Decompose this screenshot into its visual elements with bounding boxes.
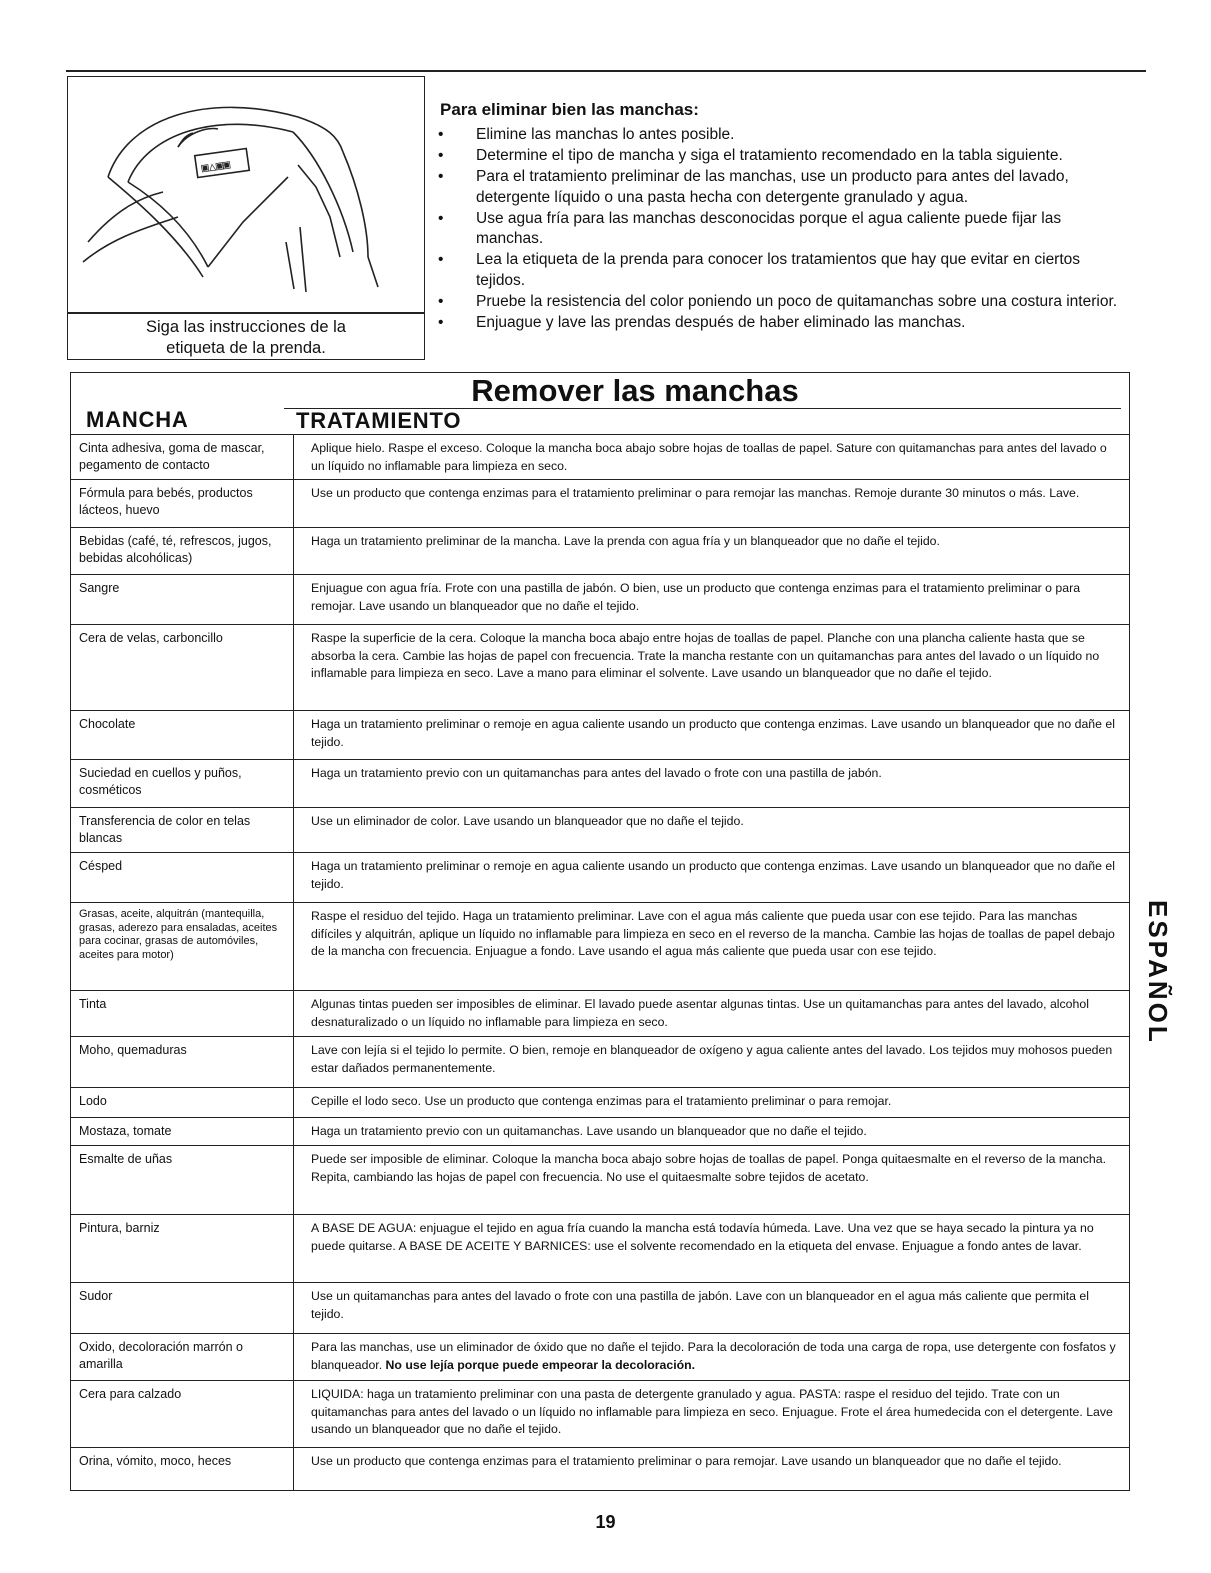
treatment-cell: Aplique hielo. Raspe el exceso. Coloque la mancha boca abajo sobre hojas de toallas de papel. Sature con quitamanchas para antes del lavado o un líquido no inflamable para limpieza en seco. [311,441,1107,473]
stain-cell: Cinta adhesiva, goma de mascar, pegamento de contacto [71,435,294,479]
caption-line-1: Siga las instrucciones de la [146,318,346,336]
table-row [71,1118,1129,1146]
list-item [430,209,1130,250]
table-row [71,760,1129,808]
stain-cell: Moho, quemaduras [71,1037,294,1087]
list-item [430,250,1130,291]
stain-cell: Fórmula para bebés, productos lácteos, huevo [71,480,294,527]
table-row [71,991,1129,1037]
treatment-cell [294,1334,1129,1380]
table-row [71,1283,1129,1334]
caption-divider [68,312,424,314]
bullet-icon: • [438,147,444,164]
stain-cell: Transferencia de color en telas blancas [71,808,294,852]
treatment-cell: Algunas tintas pueden ser imposibles de eliminar. El lavado puede asentar algunas tintas. Use un quitamanchas para antes del lavado, alcohol desnaturalizado o un líquido no inflamable para limpieza en seco. [311,997,1089,1029]
list-item [430,125,1130,146]
treatment-cell: Use un producto que contenga enzimas para el tratamiento preliminar o para remojar. Lave usando un blanqueador que no dañe el tejido. [311,1454,1062,1468]
list-item [430,292,1130,313]
table-row [71,1215,1129,1283]
table-row [71,1334,1129,1381]
stain-cell: Sudor [71,1283,294,1333]
list-item [430,167,1130,208]
caption-line-2: etiqueta de la prenda. [166,339,326,357]
bullet-icon: • [438,168,444,185]
tip-text: Pruebe la resistencia del color poniendo un poco de quitamanchas sobre una costura interior. [476,292,1118,310]
bullet-icon: • [438,313,444,331]
stain-cell: Grasas, aceite, alquitrán (mantequilla, grasas, aderezo para ensaladas, aceites para cocinar, grasas de automóviles, aceites para motor) [71,903,294,990]
treatment-cell: Haga un tratamiento preliminar o remoje en agua caliente usando un producto que contenga enzimas. Lave usando un blanqueador que no dañe el tejido. [311,717,1115,749]
treatment-text: Para las manchas, use un eliminador de óxido que no dañe el tejido. Para la decoloración de toda una carga de ropa, use detergente con fosfatos y blanqueador. [311,1340,1116,1372]
stain-removal-table [70,372,1130,1491]
stain-cell: Césped [71,853,294,902]
treatment-cell: Lave con lejía si el tejido lo permite. O bien, remoje en blanqueador de oxígeno y agua caliente antes del lavado. Los tejidos muy mohosos pueden estar dañados permanentemente. [311,1043,1113,1075]
table-row [71,435,1129,480]
table-row [71,1448,1129,1490]
svg-text:▣△▣▣: ▣△▣▣ [200,156,232,175]
table-row [71,711,1129,760]
column-header-stain: MANCHA [86,407,189,432]
treatment-cell: LIQUIDA: haga un tratamiento preliminar con una pasta de detergente granulado y agua. PASTA: raspe el residuo del tejido. Trate con un quitamanchas para antes del lavado o un líquido no inflamable para limpieza en seco. Enjuague. Frote el área humedecida con el detergente. Lave usando un blanqueador que no dañe el tejido. [311,1387,1113,1436]
shirt-illustration-box [67,76,425,360]
treatment-cell: Haga un tratamiento preliminar o remoje en agua caliente usando un producto que contenga enzimas. Lave usando un blanqueador que no dañe el tejido. [311,859,1115,891]
treatment-cell: Raspe el residuo del tejido. Haga un tratamiento preliminar. Lave con el agua más caliente que pueda usar con ese tejido. Para las manchas difíciles y alquitrán, aplique un líquido no inflamable para limpieza en seco en el reverso de la mancha. Cambie las hojas de toallas de papel debajo de la mancha con frecuencia. Enjuague a fondo. Lave usando el agua más caliente que pueda usar con ese tejido. [311,909,1115,958]
bullet-icon: • [438,292,444,310]
table-header-row [71,408,1129,435]
top-rule [66,70,1146,72]
treatment-cell: A BASE DE AGUA: enjuague el tejido en agua fría cuando la mancha está todavía húmeda. Lave. Una vez que se haya secado la pintura ya no puede quitarse. A BASE DE ACEITE Y BARNICES: use el solvente recomendado en la etiqueta del envase. Enjuague a fondo antes de lavar. [311,1221,1094,1253]
table-row [71,1381,1129,1448]
page-number: 19 [595,1512,616,1532]
treatment-cell: Use un quitamanchas para antes del lavado o frote con una pastilla de jabón. Lave con un blanqueador en el agua más caliente que permita el tejido. [311,1289,1089,1321]
treatment-cell: Haga un tratamiento previo con un quitamanchas. Lave usando un blanqueador que no dañe el tejido. [311,1124,867,1138]
tip-text: Use agua fría para las manchas desconocidas porque el agua caliente puede fijar las manchas. [476,209,1062,247]
tip-text: Elimine las manchas lo antes posible. [476,126,735,143]
stain-cell: Esmalte de uñas [71,1146,294,1214]
treatment-cell: Cepille el lodo seco. Use un producto que contenga enzimas para el tratamiento preliminar o para remojar. [311,1094,892,1108]
table-row [71,853,1129,903]
stain-cell: Cera para calzado [71,1381,294,1447]
shirt-collar-icon [68,77,424,313]
stain-cell: Pintura, barniz [71,1215,294,1282]
stain-cell: Chocolate [71,711,294,759]
table-row [71,625,1129,711]
treatment-cell: Use un producto que contenga enzimas para el tratamiento preliminar o para remojar las manchas. Remoje durante 30 minutos o más. Lave. [311,486,1080,500]
table-row [71,575,1129,625]
tip-text: Para el tratamiento preliminar de las manchas, use un producto para antes del lavado, detergente líquido o una pasta hecha con detergente granulado y agua. [476,168,1069,206]
bullet-icon: • [438,251,444,268]
illustration-caption [68,317,424,359]
table-row [71,903,1129,991]
tip-text: Enjuague y lave las prendas después de haber eliminado las manchas. [476,313,966,331]
list-item [430,146,1130,167]
tip-text: Determine el tipo de mancha y siga el tratamiento recomendado en la tabla siguiente. [476,147,1063,164]
treatment-cell: Use un eliminador de color. Lave usando un blanqueador que no dañe el tejido. [311,814,744,828]
treatment-cell: Puede ser imposible de eliminar. Coloque la mancha boca abajo sobre hojas de toallas de papel. Ponga quitaesmalte en el reverso de la mancha. Repita, cambiando las hojas de papel con frecuencia. No use el quitaesmalte sobre tejidos de acetato. [311,1152,1107,1184]
table-row [71,808,1129,853]
treatment-cell: Haga un tratamiento preliminar de la mancha. Lave la prenda con agua fría y un blanqueador que no dañe el tejido. [311,534,940,548]
tips-list [430,125,1130,333]
bullet-icon: • [438,209,444,227]
bullet-icon: • [438,126,444,143]
treatment-cell: Haga un tratamiento previo con un quitamanchas para antes del lavado o frote con una pastilla de jabón. [311,766,882,780]
table-row [71,1037,1129,1088]
treatment-cell: Enjuague con agua fría. Frote con una pastilla de jabón. O bien, use un producto que contenga enzimas para el tratamiento preliminar o para remojar. Lave usando un blanqueador que no dañe el tejido. [311,581,1081,613]
tip-text: Lea la etiqueta de la prenda para conocer los tratamientos que hay que evitar en ciertos tejidos. [476,251,1081,289]
table-title: Remover las manchas [471,373,799,408]
column-header-treatment: TRATAMIENTO [284,408,1121,434]
tips-title: Para eliminar bien las manchas: [440,100,699,119]
stain-cell: Suciedad en cuellos y puños, cosméticos [71,760,294,807]
stain-cell: Cera de velas, carboncillo [71,625,294,710]
table-row [71,1088,1129,1118]
stain-cell: Oxido, decoloración marrón o amarilla [71,1334,294,1380]
stain-cell: Orina, vómito, moco, heces [71,1448,294,1490]
stain-cell: Bebidas (café, té, refrescos, jugos, bebidas alcohólicas) [71,528,294,574]
treatment-warning: No use lejía porque puede empeorar la decoloración. [382,1357,696,1372]
table-row [71,528,1129,575]
treatment-cell: Raspe la superficie de la cera. Coloque la mancha boca abajo entre hojas de toallas de papel. Planche con una plancha caliente hasta que se absorba la cera. Cambie las hojas de papel con frecuencia. Trate la mancha restante con un quitamanchas para antes del lavado o un líquido no inflamable para limpieza en seco. Lave a mano para eliminar el solvente. Lave usando un blanqueador que no dañe el tejido. [311,631,1100,680]
stain-cell: Mostaza, tomate [71,1118,294,1145]
table-row [71,1146,1129,1215]
stain-cell: Sangre [71,575,294,624]
list-item [430,313,1130,334]
table-row [71,480,1129,528]
language-side-label: ESPAÑOL [1143,900,1173,1045]
stain-tips [430,100,1130,334]
stain-cell: Lodo [71,1088,294,1117]
stain-cell: Tinta [71,991,294,1036]
